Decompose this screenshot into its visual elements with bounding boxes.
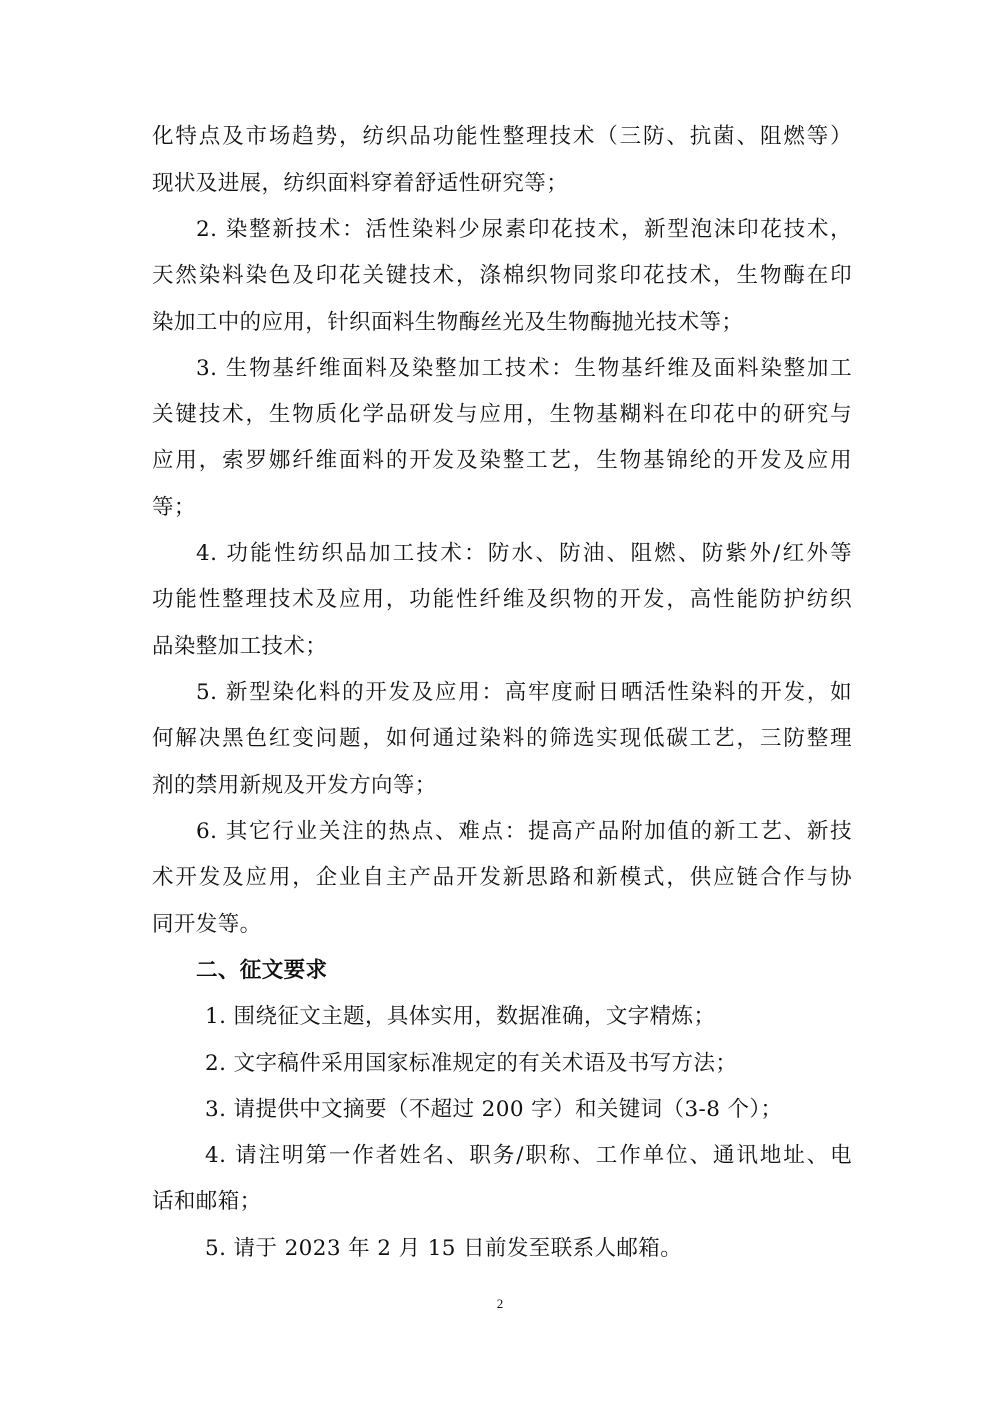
paragraph-line: 染加工中的应用，针织面料生物酶丝光及生物酶抛光技术等； bbox=[152, 310, 744, 335]
page-number: 2 bbox=[496, 1296, 504, 1311]
list-item-2-line: 2. 染整新技术：活性染料少尿素印花技术，新型泡沫印花技术， bbox=[196, 217, 852, 242]
list-item-4-line: 4. 功能性纺织品加工技术：防水、防油、阻燃、防紫外/红外等 bbox=[196, 541, 852, 566]
requirement-3: 3. 请提供中文摘要（不超过 200 字）和关键词（3-8 个）； bbox=[205, 1097, 783, 1122]
paragraph-line: 关键技术，生物质化学品研发与应用，生物基糊料在印花中的研究与 bbox=[152, 402, 852, 427]
paragraph-line: 化特点及市场趋势，纺织品功能性整理技术（三防、抗菌、阻燃等） bbox=[152, 124, 852, 149]
paragraph-line: 应用，索罗娜纤维面料的开发及染整工艺，生物基锦纶的开发及应用 bbox=[152, 448, 852, 473]
paragraph-line: 同开发等。 bbox=[152, 912, 262, 937]
requirement-5: 5. 请于 2023 年 2 月 15 日前发至联系人邮箱。 bbox=[205, 1236, 683, 1261]
section-heading: 二、征文要求 bbox=[196, 958, 328, 983]
list-item-6-line: 6. 其它行业关注的热点、难点：提高产品附加值的新工艺、新技 bbox=[196, 819, 852, 844]
list-item-3-line: 3. 生物基纤维面料及染整加工技术：生物基纤维及面料染整加工 bbox=[196, 356, 852, 381]
requirement-4: 4. 请注明第一作者姓名、职务/职称、工作单位、通讯地址、电 bbox=[205, 1143, 852, 1168]
paragraph-line: 何解决黑色红变问题，如何通过染料的筛选实现低碳工艺，三防整理 bbox=[152, 726, 852, 751]
requirement-1: 1. 围绕征文主题，具体实用，数据准确，文字精炼； bbox=[205, 1004, 716, 1029]
list-item-5-line: 5. 新型染化料的开发及应用：高牢度耐日晒活性染料的开发，如 bbox=[196, 680, 852, 705]
paragraph-line: 天然染料染色及印花关键技术，涤棉织物同浆印花技术，生物酶在印 bbox=[152, 263, 852, 288]
paragraph-line: 现状及进展，纺织面料穿着舒适性研究等； bbox=[152, 171, 569, 196]
paragraph-line: 话和邮箱； bbox=[152, 1189, 262, 1214]
paragraph-line: 剂的禁用新规及开发方向等； bbox=[152, 773, 437, 798]
paragraph-line: 术开发及应用，企业自主产品开发新思路和新模式，供应链合作与协 bbox=[152, 865, 852, 890]
paragraph-line: 等； bbox=[152, 495, 196, 520]
paragraph-line: 功能性整理技术及应用，功能性纤维及织物的开发，高性能防护纺织 bbox=[152, 587, 852, 612]
requirement-2: 2. 文字稿件采用国家标准规定的有关术语及书写方法； bbox=[205, 1051, 738, 1076]
paragraph-line: 品染整加工技术； bbox=[152, 634, 328, 659]
